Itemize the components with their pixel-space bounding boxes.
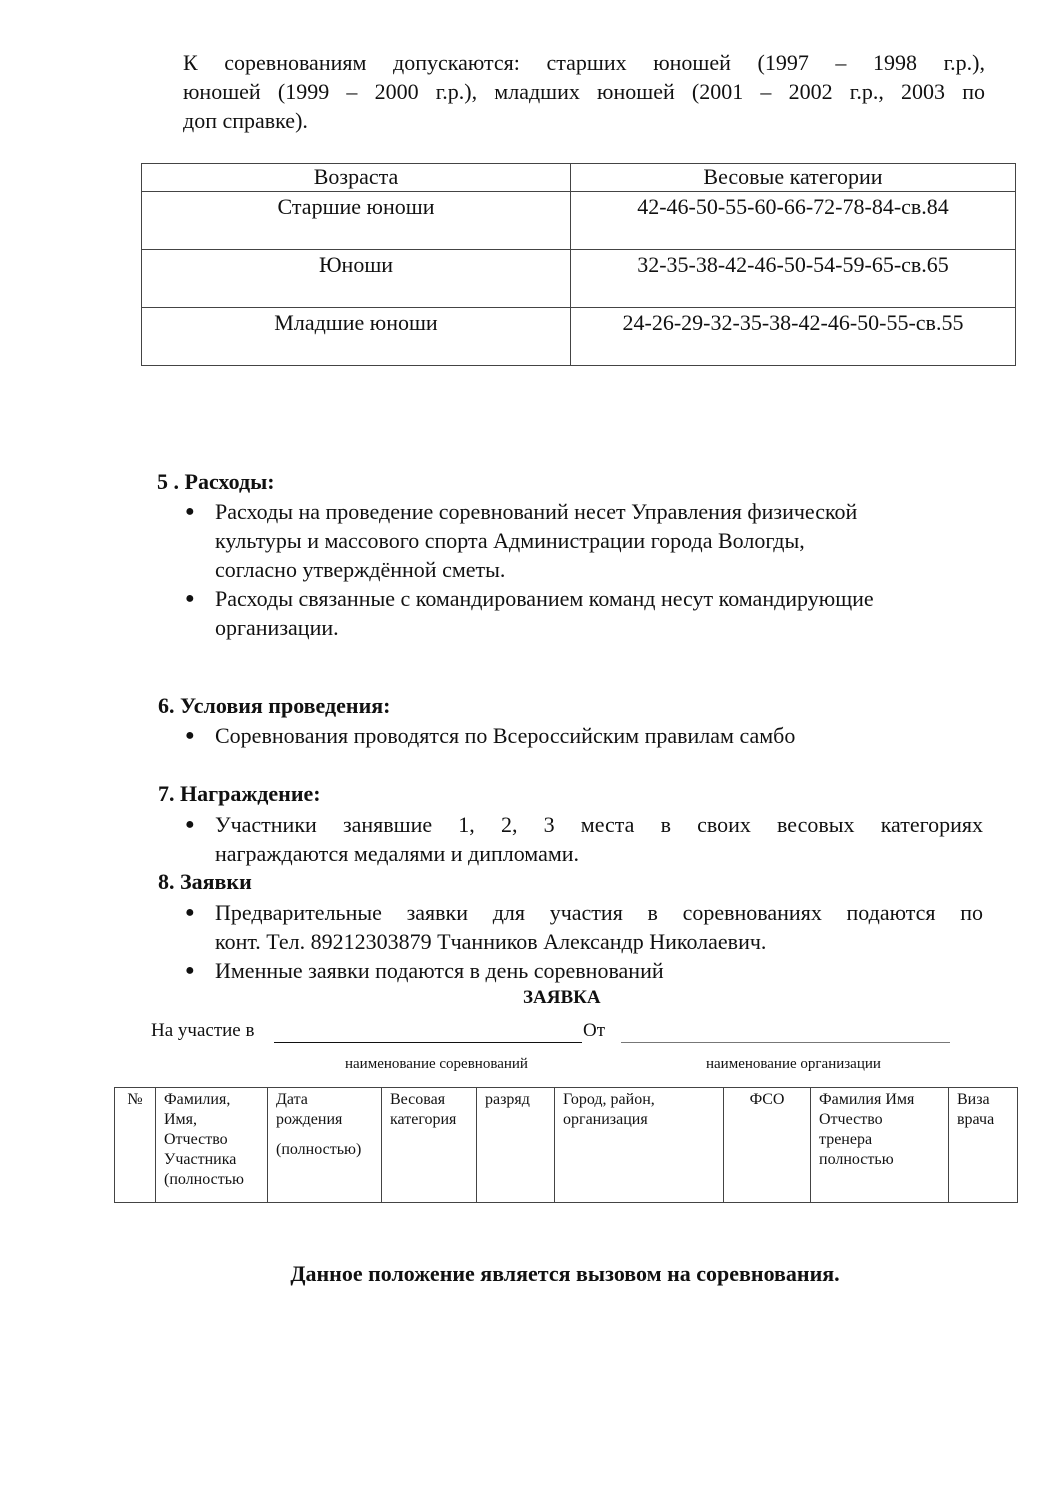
footer-statement: Данное положение является вызовом на соревнования. [290,1261,840,1286]
item-line: организации. [215,615,339,640]
column-label: тренера [819,1131,873,1148]
intro-line: доп справке). [183,108,308,133]
column-rank [477,1088,555,1203]
participation-label: На участие в [151,1020,255,1041]
list-item [185,721,985,750]
column-weight-category [382,1088,477,1203]
column-city [555,1088,724,1203]
caption-organization: наименование организации [706,1056,881,1072]
column-label: рождения [276,1111,343,1128]
column-label: Отчество [819,1111,883,1128]
table-header-row [142,164,1016,192]
column-label: № [127,1091,143,1108]
from-label: От [583,1020,606,1041]
item-line: Именные заявки подаются в день соревнований [215,958,664,983]
column-birth-date [268,1088,382,1203]
column-label: (полностью) [276,1141,362,1158]
column-coach [811,1088,949,1203]
column-label: Виза [957,1091,990,1108]
application-title: ЗАЯВКА [523,987,601,1008]
weight-category-table [141,163,1016,366]
column-label [276,1130,373,1140]
header-weight: Весовые категории [571,164,1016,192]
age-cell: Юноши [142,250,571,308]
item-line: Участники занявшие 1, 2, 3 места в своих весовых категориях [215,812,983,837]
section-title: 5 . Расходы: [157,469,275,494]
list-item [185,497,985,584]
bullet-icon: ● [185,904,195,921]
caption-competition: наименование соревнований [345,1056,528,1072]
age-cell: Младшие юноши [142,308,571,366]
bullet-icon: ● [185,962,195,979]
table-row [142,192,1016,250]
list-item [185,956,983,985]
item-line: Предварительные заявки для участия в соревнованиях подаются по [215,900,983,925]
column-label: Город, район, [563,1091,655,1108]
list-item [185,898,983,956]
table-row [142,308,1016,366]
column-label: Отчество [164,1131,228,1148]
intro-line: К соревнованиям допускаются: старших юношей (1997 – 1998 г.р.), [183,50,985,75]
item-line: Расходы связанные с командированием команд несут командирующие [215,586,874,611]
column-fso [724,1088,811,1203]
weight-cell: 42-46-50-55-60-66-72-78-84-св.84 [571,192,1016,250]
column-label: Имя, [164,1111,198,1128]
column-doctor-visa [949,1088,1018,1203]
organization-name-line[interactable] [621,1042,950,1043]
item-line: согласно утверждённой сметы. [215,557,506,582]
bullet-icon: ● [185,590,195,607]
column-label: (полностью [164,1171,244,1188]
competition-name-line[interactable] [274,1042,582,1043]
item-line: Соревнования проводятся по Всероссийским правилам самбо [215,723,796,748]
bullet-icon: ● [185,816,195,833]
column-label: Дата [276,1091,308,1108]
column-label: организация [563,1111,648,1128]
section-title: 8. Заявки [158,869,252,894]
column-label: ФСО [749,1091,785,1108]
item-line: конт. Тел. 89212303879 Тчанников Александр Николаевич. [215,929,767,954]
table-row [115,1088,1018,1203]
weight-cell: 24-26-29-32-35-38-42-46-50-55-св.55 [571,308,1016,366]
table-row [142,250,1016,308]
bullet-icon: ● [185,727,195,744]
column-label: Фамилия Имя [819,1091,915,1108]
column-label: Участника [164,1151,237,1168]
weight-cell: 32-35-38-42-46-50-54-59-65-св.65 [571,250,1016,308]
column-label: полностью [819,1151,894,1168]
column-label: категория [390,1111,457,1128]
item-line: культуры и массового спорта Администрации города Вологды, [215,528,805,553]
column-label: разряд [485,1091,530,1108]
column-label: Фамилия, [164,1091,231,1108]
item-line: награждаются медалями и дипломами. [215,841,580,866]
section5-list [185,497,985,642]
section-title: 6. Условия проведения: [158,693,391,718]
section8-list [185,898,983,985]
column-label: врача [957,1111,995,1128]
list-item [185,584,985,642]
column-full-name [156,1088,268,1203]
bullet-icon: ● [185,503,195,520]
age-cell: Старшие юноши [142,192,571,250]
section-title: 7. Награждение: [158,781,321,806]
intro-line: юношей (1999 – 2000 г.р.), младших юношей (2001 – 2002 г.р., 2003 по [183,79,985,104]
intro-paragraph [183,48,985,135]
section7-list [185,810,983,868]
application-table [114,1087,1018,1203]
header-age: Возраста [142,164,571,192]
column-number [115,1088,156,1203]
column-label: Весовая [390,1091,446,1108]
section6-list [185,721,985,750]
item-line: Расходы на проведение соревнований несет Управления физической [215,499,858,524]
list-item [185,810,983,868]
